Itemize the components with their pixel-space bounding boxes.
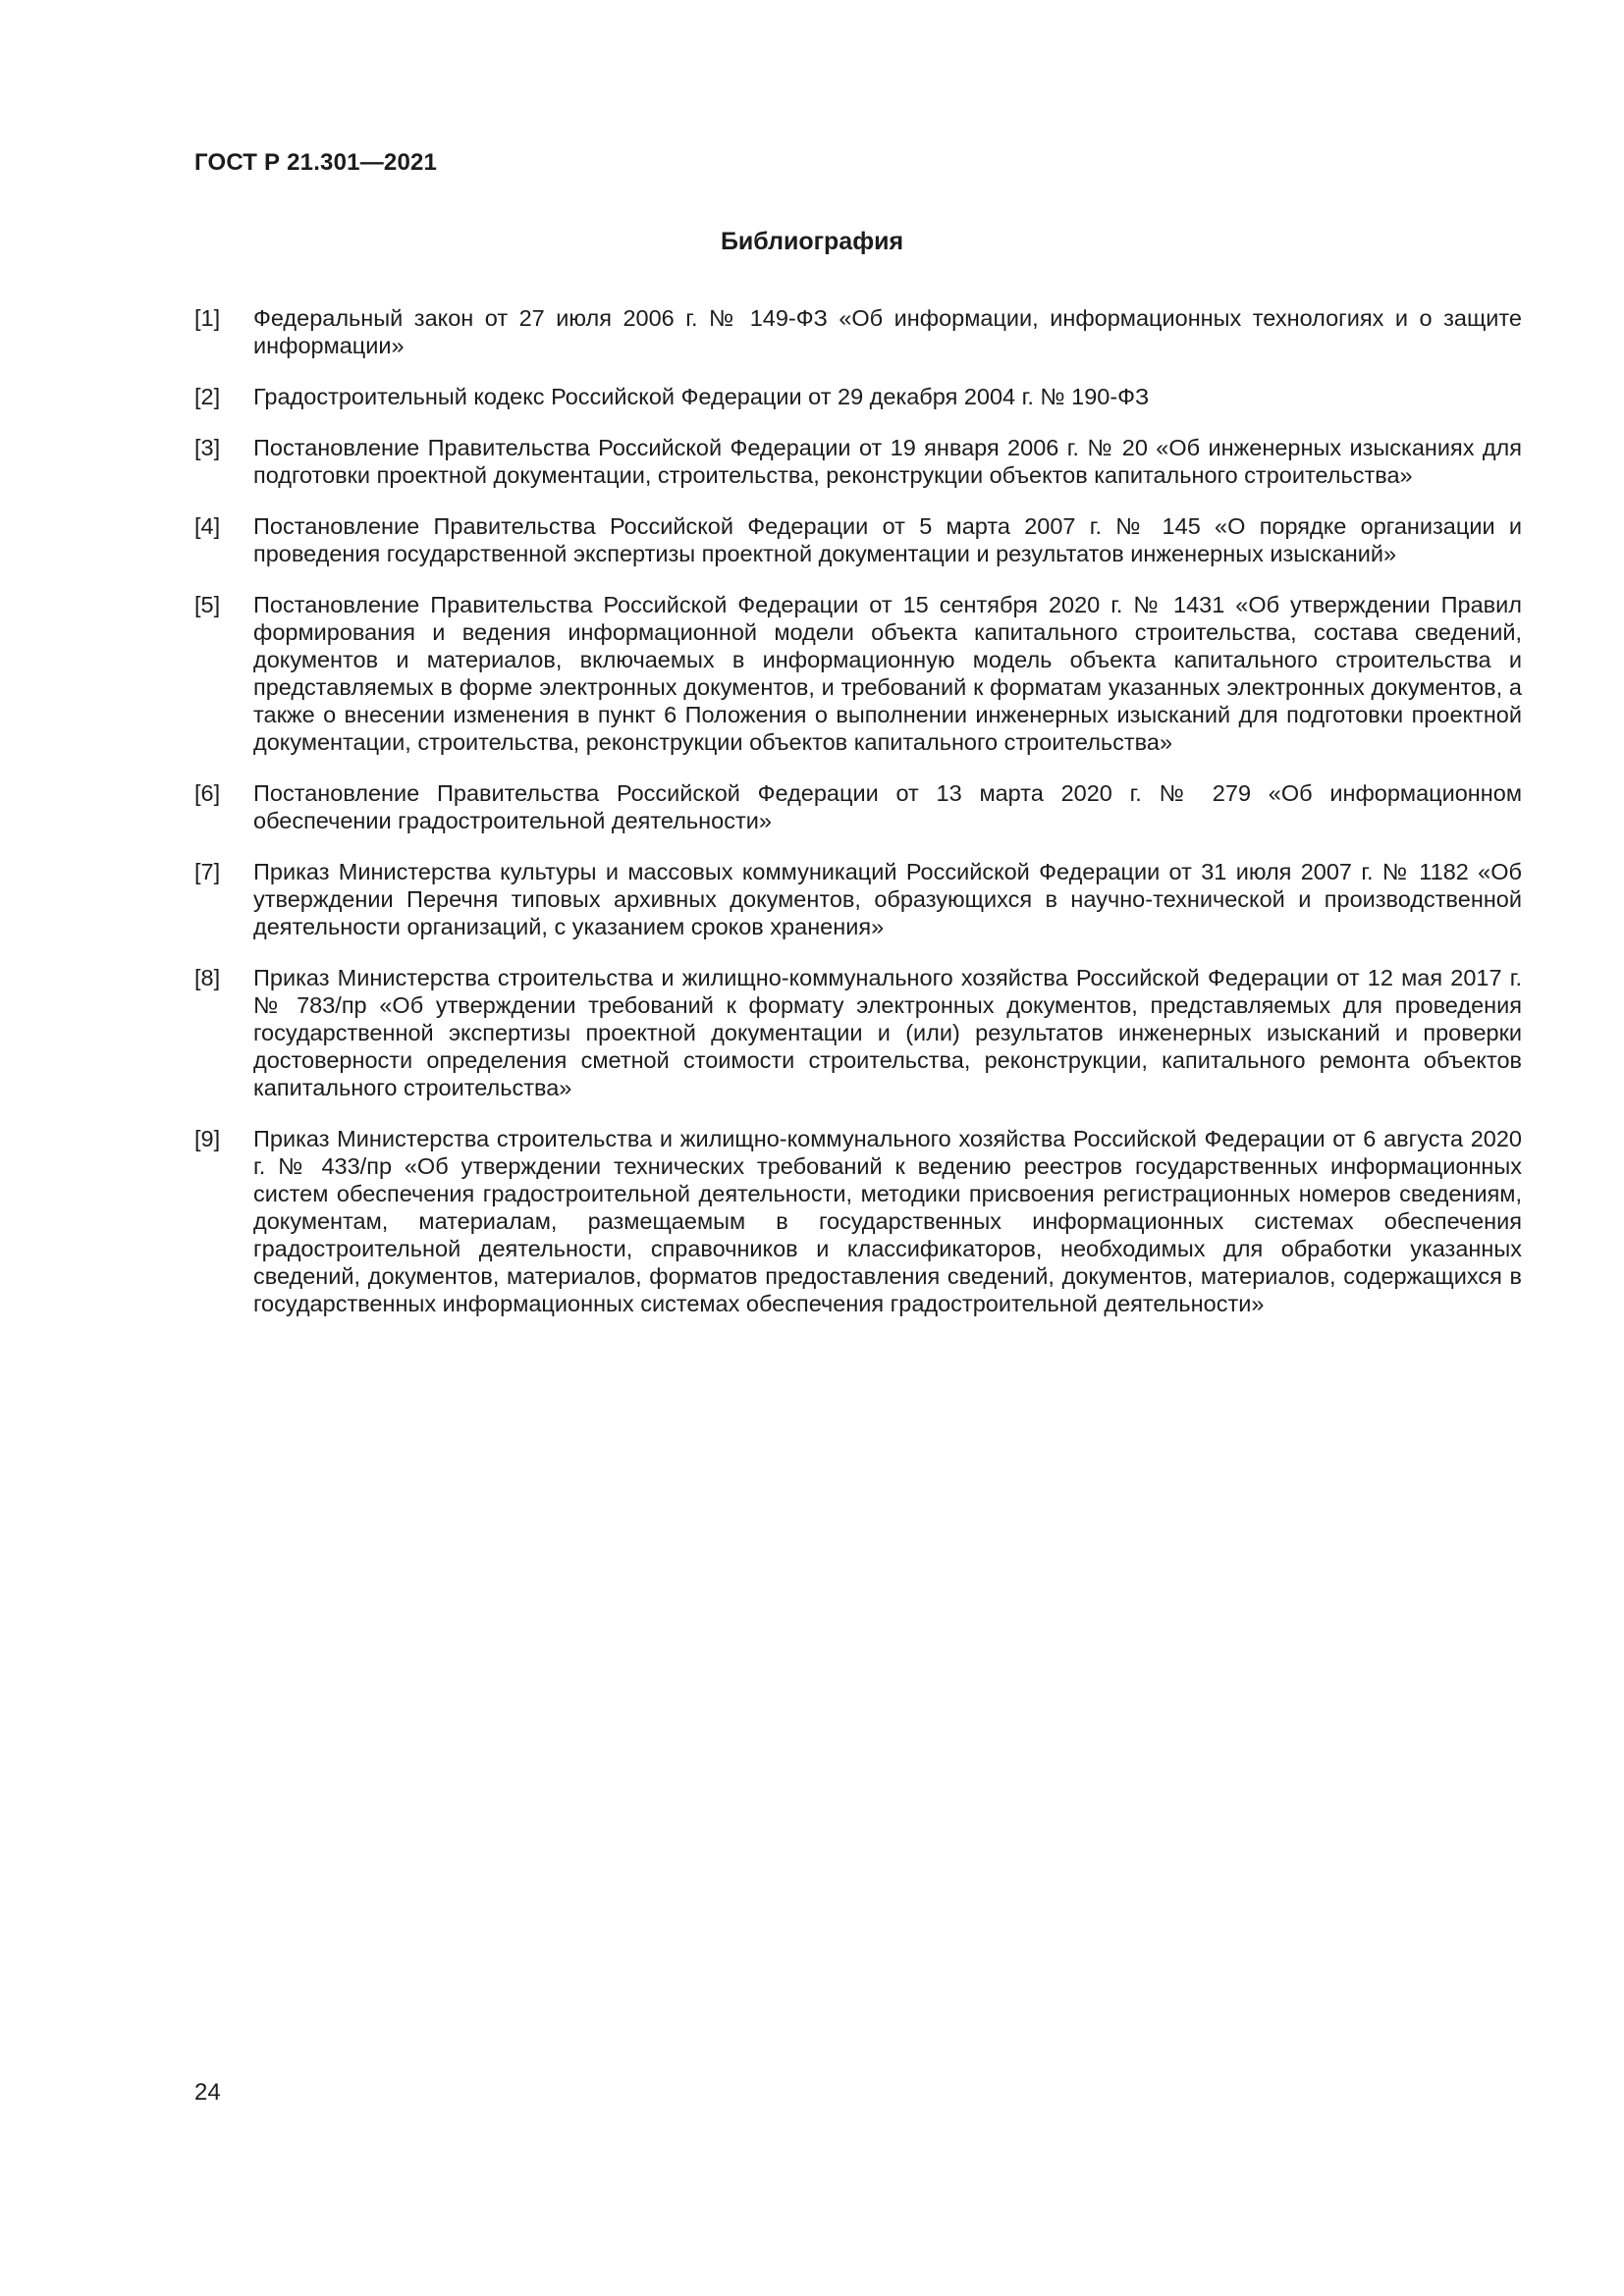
entry-number: [7] [194,859,221,884]
entry-number: [5] [194,592,221,617]
entry-text: Градостроительный кодекс Российской Федерации от 29 декабря 2004 г. № 190-ФЗ [253,384,1150,409]
entry-number: [1] [194,305,221,331]
entry-number: [2] [194,384,221,409]
entry-text: Приказ Министерства строительства и жилищно-коммунального хозяйства Российской Федерации от 12 мая 2017 г. № 783/пр «Об утверждении требований к формату электронных документов, представляемых для проведения государственной экспертизы проектной документации и (или) результатов инженерных изысканий и проверки достоверности определения сметной стоимости строительства, реконструкции, капитального ремонта объектов капитального строительства» [253,965,1522,1100]
document-code-header: ГОСТ Р 21.301—2021 [194,149,438,176]
entry-text: Приказ Министерства строительства и жилищно-коммунального хозяйства Российской Федерации от 6 августа 2020 г. № 433/пр «Об утверждении технических требований к ведению реестров государственных информационных систем обеспечения градостроительной деятельности, методики присвоения регистрационных номеров сведениям, документам, материалам, размещаемым в государственных информационных системах обеспечения градостроительной деятельности, справочников и классификаторов, необходимых для обработки указанных сведений, документов, материалов, форматов предоставления сведений, документов, материалов, содержащихся в государственных информационных системах обеспечения градостроительной деятельности» [253,1126,1522,1316]
entry-text: Постановление Правительства Российской Федерации от 19 января 2006 г. № 20 «Об инженерных изысканиях для подготовки проектной документации, строительства, реконструкции объектов капитального строительства» [253,435,1522,488]
entry-number: [9] [194,1126,221,1151]
bibliography-entry [194,434,1522,489]
bibliography-title: Библиография [720,228,904,255]
bibliography-entry [194,779,1522,834]
entry-number: [8] [194,965,221,990]
bibliography-entry [194,512,1522,567]
entry-text: Приказ Министерства культуры и массовых коммуникаций Российской Федерации от 31 июля 2007 г. № 1182 «Об утверждении Перечня типовых архивных документов, образующихся в научно-технической и производственной деятельности организаций, с указанием сроков хранения» [253,859,1522,939]
page-number: 24 [194,2079,221,2106]
bibliography-entry [194,964,1522,1101]
entry-text: Постановление Правительства Российской Федерации от 15 сентября 2020 г. № 1431 «Об утверждении Правил формирования и ведения информационной модели объекта капитального строительства, состава сведений, документов и материалов, включаемых в информационную модель объекта капитального строительства и представляемых в форме электронных документов, и требований к форматам указанных электронных документов, а также о внесении изменения в пункт 6 Положения о выполнении инженерных изысканий для подготовки проектной документации, строительства, реконструкции объектов капитального строительства» [253,592,1522,755]
bibliography-list [194,304,1522,1341]
entry-number: [3] [194,435,221,460]
bibliography-entry [194,858,1522,940]
entry-text: Постановление Правительства Российской Федерации от 5 марта 2007 г. № 145 «О порядке организации и проведения государственной экспертизы проектной документации и результатов инженерных изысканий» [253,513,1522,566]
bibliography-entry [194,1125,1522,1317]
bibliography-entry [194,591,1522,756]
bibliography-entry [194,304,1522,359]
entry-text: Постановление Правительства Российской Федерации от 13 марта 2020 г. № 279 «Об информационном обеспечении градостроительной деятельности» [253,780,1522,833]
entry-text: Федеральный закон от 27 июля 2006 г. № 149-ФЗ «Об информации, информационных технологиях и о защите информации» [253,305,1522,358]
bibliography-entry [194,383,1522,410]
entry-number: [4] [194,513,221,539]
entry-number: [6] [194,780,221,806]
